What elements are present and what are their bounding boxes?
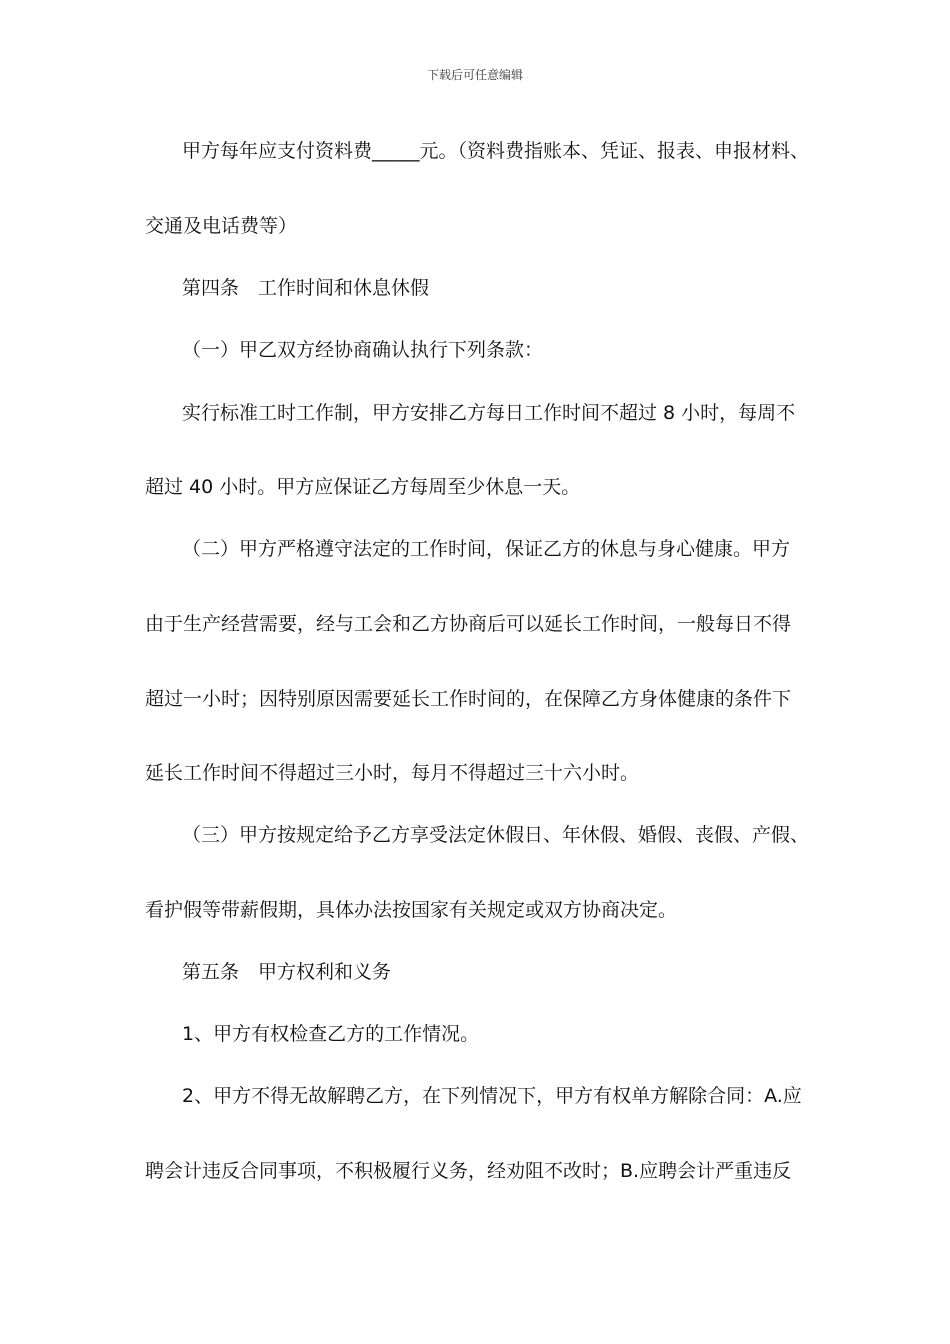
page-header: 下载后可任意编辑 [426, 68, 523, 82]
paragraph-line: 超过 40 小时。甲方应保证乙方每周至少休息一天。 [145, 476, 581, 498]
paragraph-line: 看护假等带薪假期，具体办法按国家有关规定或双方协商决定。 [145, 899, 678, 921]
paragraph-line: 延长工作时间不得超过三小时，每月不得超过三十六小时。 [145, 762, 640, 784]
paragraph-line: 甲方每年应支付资料费_____元。（资料费指账本、凭证、报表、申报材料、 [182, 140, 810, 162]
paragraph-line: 2、甲方不得无故解聘乙方，在下列情况下，甲方有权单方解除合同：A.应 [182, 1085, 802, 1107]
paragraph-line: 实行标准工时工作制，甲方安排乙方每日工作时间不超过 8 小时，每周不 [182, 402, 796, 424]
paragraph-line: （三）甲方按规定给予乙方享受法定休假日、年休假、婚假、丧假、产假、 [182, 824, 810, 846]
paragraph-line: 超过一小时；因特别原因需要延长工作时间的，在保障乙方身体健康的条件下 [145, 688, 792, 710]
paragraph-line: 交通及电话费等） [145, 215, 298, 237]
paragraph-line: 1、甲方有权检查乙方的工作情况。 [182, 1023, 480, 1045]
paragraph-line: 由于生产经营需要，经与工会和乙方协商后可以延长工作时间，一般每日不得 [145, 613, 792, 635]
paragraph-line: 聘会计违反合同事项，不积极履行义务，经劝阻不改时；B.应聘会计严重违反 [145, 1160, 792, 1182]
paragraph-line: （二）甲方严格遵守法定的工作时间，保证乙方的休息与身心健康。甲方 [182, 538, 791, 560]
paragraph-line: （一）甲乙双方经协商确认执行下列条款： [182, 339, 544, 361]
section-heading: 第五条 甲方权利和义务 [182, 961, 392, 983]
section-heading: 第四条 工作时间和休息休假 [182, 277, 430, 299]
